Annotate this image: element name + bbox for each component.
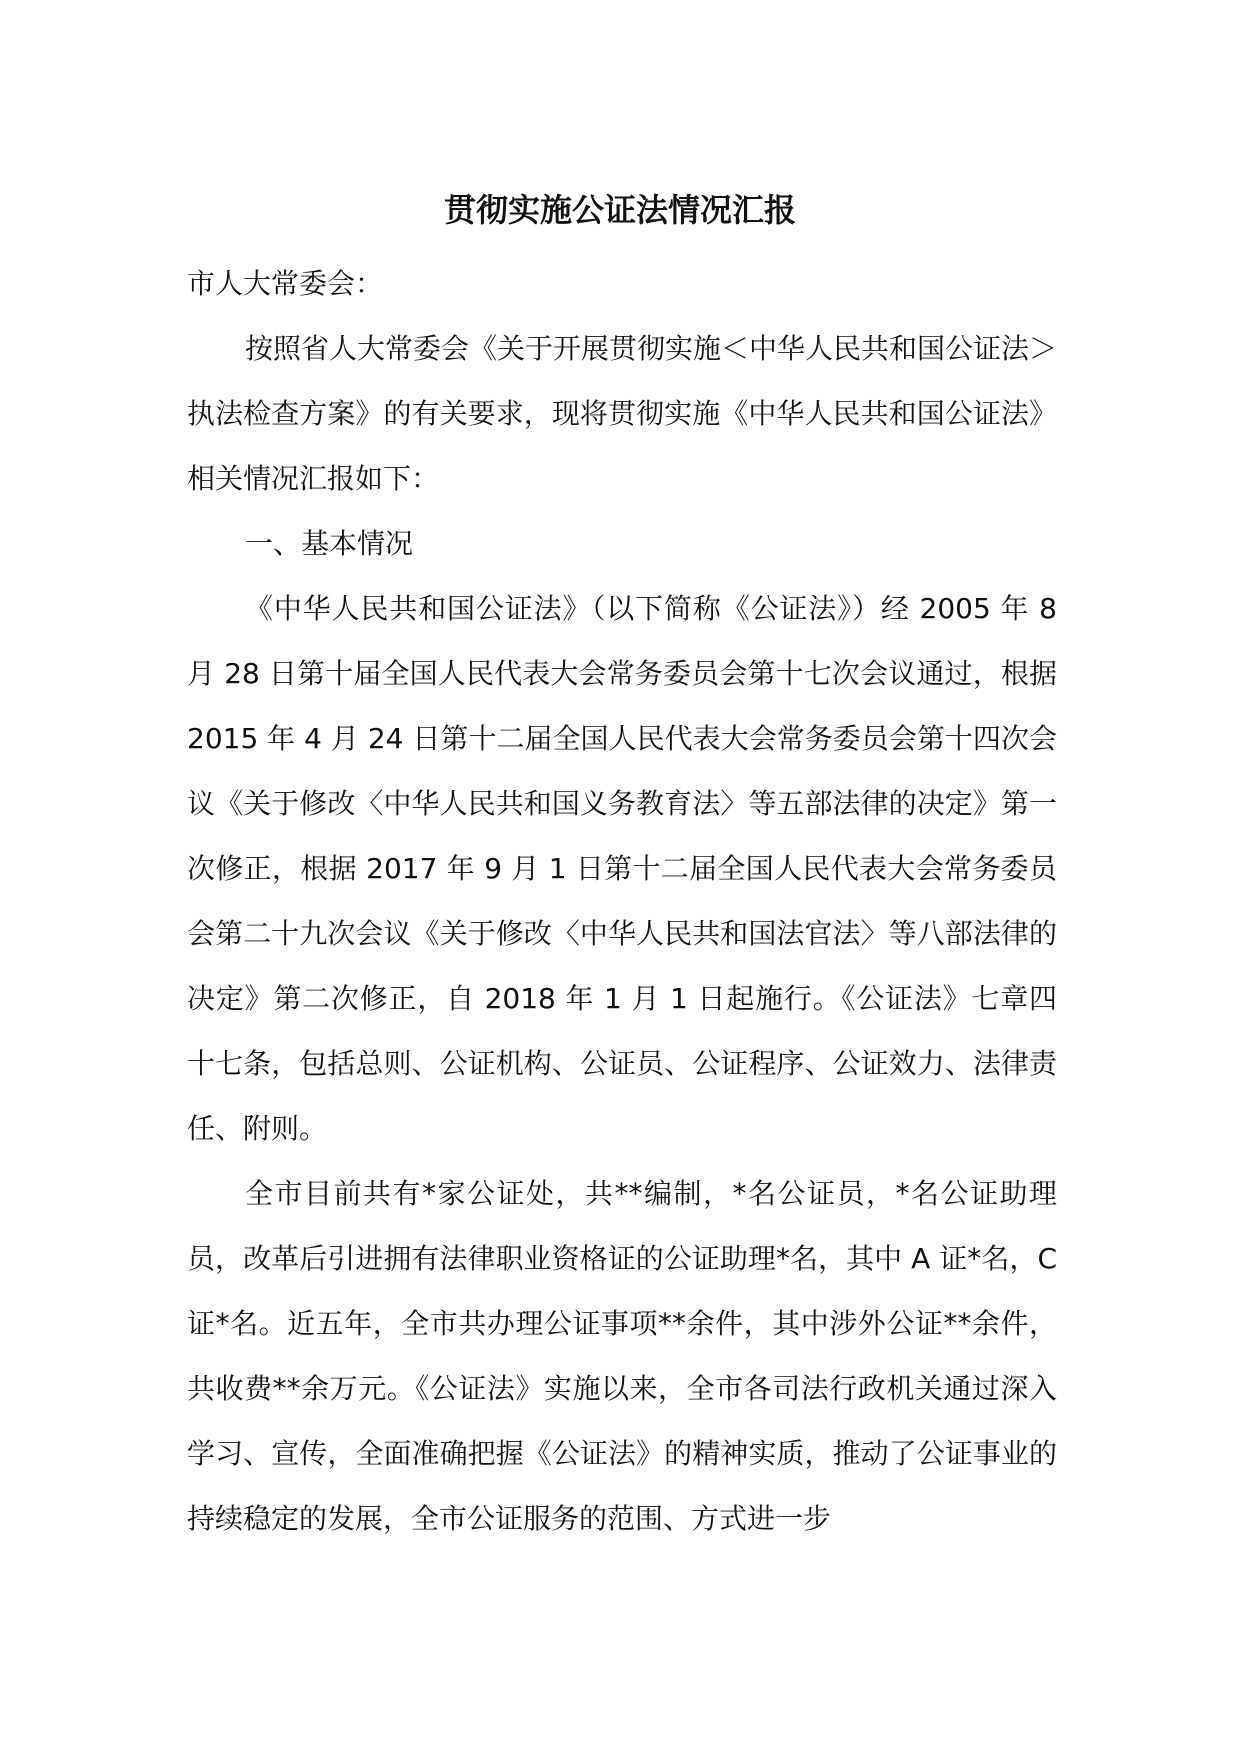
paragraph-city-statistics: 全市目前共有*家公证处，共**编制，*名公证员，*名公证助理员，改革后引进拥有法律职业资格证的公证助理*名，其中 A 证*名，C 证*名。近五年，全市共办理公证事项**余件，其中涉外公证**余件，共收费**余万元。《公证法》实施以来，全市各司法行政机关通过深入学习、宣传，全面准确把握《公证法》的精神实质，推动了公证事业的持续稳定的发展，全市公证服务的范围、方式进一步: [187, 1177, 1057, 1535]
paragraph-law-history: 《中华人民共和国公证法》（以下简称《公证法》）经 2005 年 8 月 28 日第十届全国人民代表大会常务委员会第十七次会议通过，根据 2015 年 4 月 24 日第十二届全国人民代表大会常务委员会第十四次会议《关于修改〈中华人民共和国义务教育法〉等五部法律的决定》第一次修正，根据 2017 年 9 月 1 日第十二届全国人民代表大会常务委员会第二十九次会议《关于修改〈中华人民共和国法官法〉等八部法律的决定》第二次修正，自 2018 年 1 月 1 日起施行。《公证法》七章四十七条，包括总则、公证机构、公证员、公证程序、公证效力、法律责任、附则。: [187, 592, 1057, 1145]
document-title: 贯彻实施公证法情况汇报: [443, 191, 796, 229]
salutation: 市人大常委会：: [187, 267, 384, 300]
section-heading-basic-situation: 一、基本情况: [245, 527, 414, 560]
paragraph-intro: 按照省人大常委会《关于开展贯彻实施＜中华人民共和国公证法＞执法检查方案》的有关要求，现将贯彻实施《中华人民共和国公证法》相关情况汇报如下：: [187, 332, 1058, 495]
document-body: [187, 251, 1057, 1551]
